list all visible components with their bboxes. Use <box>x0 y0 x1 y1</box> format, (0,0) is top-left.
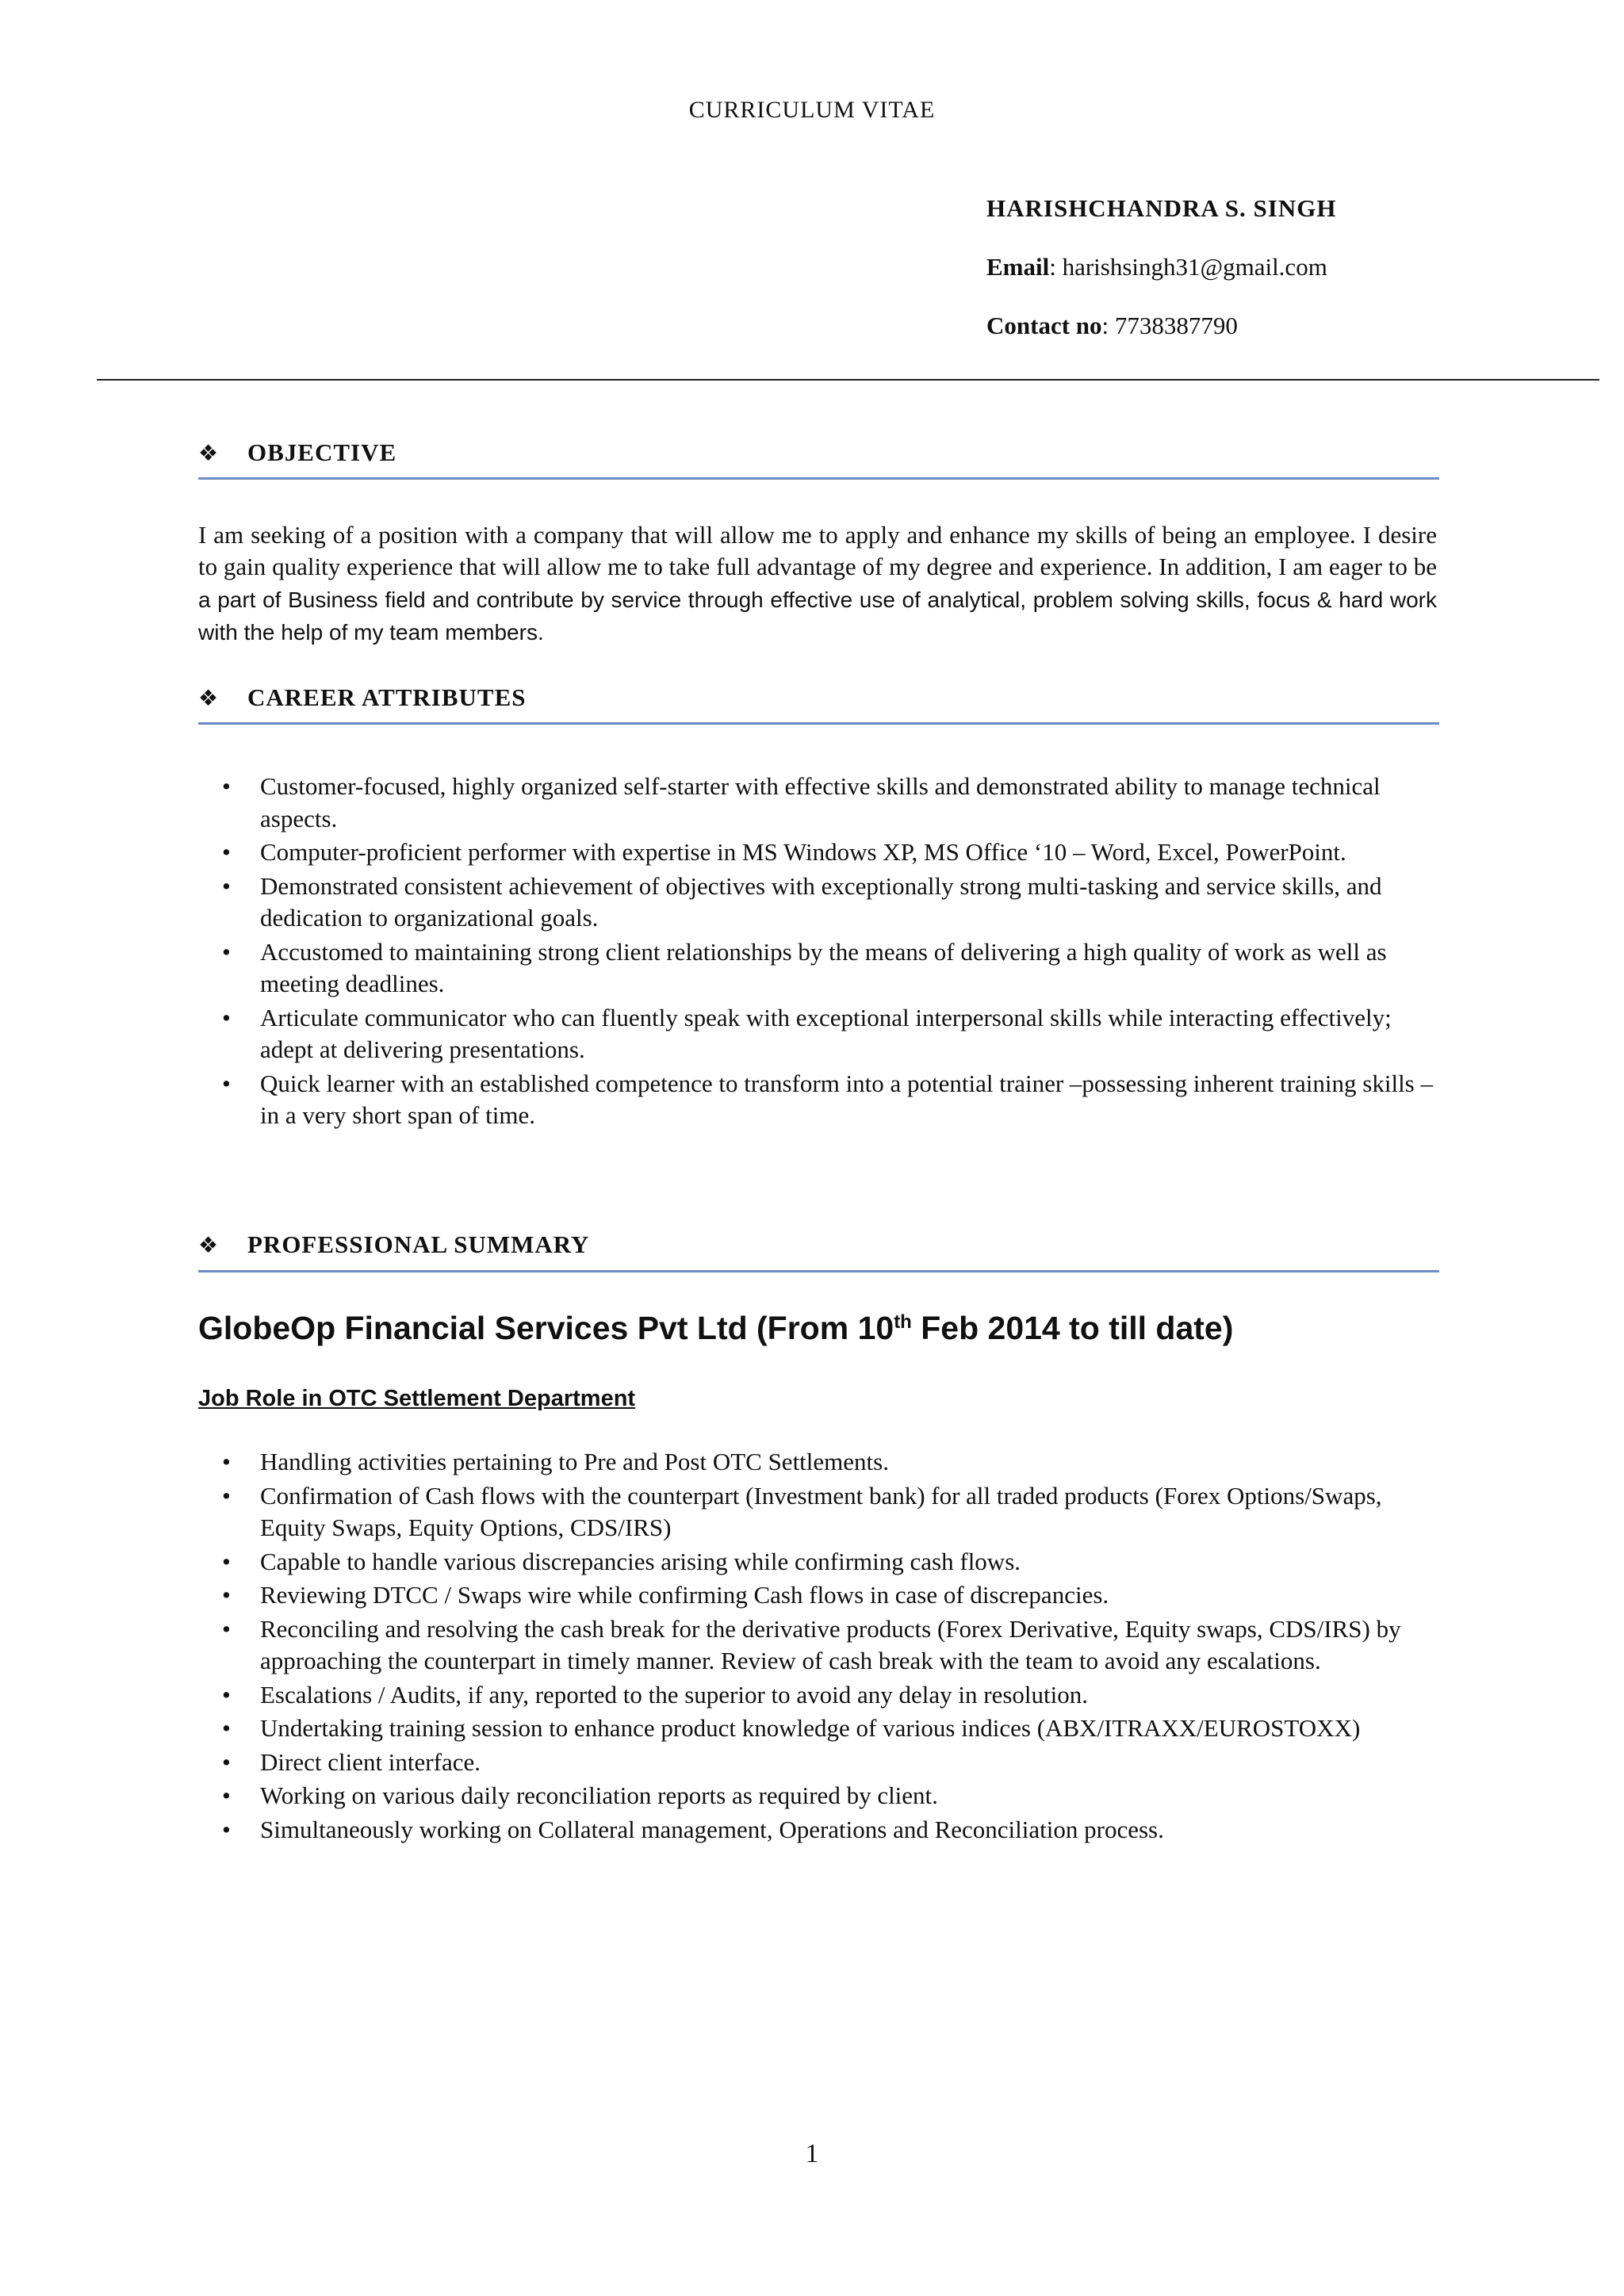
bullet-icon: • <box>222 1003 231 1031</box>
list-item: • Reconciling and resolving the cash break for the derivative products (Forex Derivative, Equity swaps, CDS/IRS) by approaching the counterpart in timely manner. Review of cash break with the team to avoid any escalations. <box>222 1614 1401 1674</box>
bullet-icon: • <box>222 1547 231 1575</box>
contact-line <box>986 312 1336 343</box>
header-divider <box>97 379 1599 381</box>
job-responsibilities-list <box>198 1446 1439 1847</box>
bullet-icon: • <box>222 1714 231 1742</box>
page-number: 1 <box>805 2139 819 2168</box>
section-underline <box>198 477 1439 480</box>
career-attributes-list <box>198 771 1439 1134</box>
bullet-icon: • <box>222 1481 231 1510</box>
list-item: • Undertaking training session to enhance product knowledge of various indices (ABX/ITRAXX/EUROSTOXX) <box>198 1712 1439 1745</box>
section-title: PROFESSIONAL SUMMARY <box>247 1230 590 1258</box>
bullet-icon: • <box>222 1747 231 1776</box>
employer-heading: GlobeOp Financial Services Pvt Ltd (From 10th Feb 2014 to till date) <box>198 1310 1234 1346</box>
bullet-icon: • <box>222 838 231 866</box>
section-heading-professional-summary <box>198 1230 1439 1259</box>
list-item: • Customer-focused, highly organized self-starter with effective skills and demonstrated ability to manage technical aspects. <box>222 772 1381 832</box>
section-heading-objective <box>198 438 1439 467</box>
candidate-name: HARISHCHANDRA S. SINGH <box>986 194 1337 222</box>
list-item: • Quick learner with an established competence to transform into a potential trainer –possessing inherent training skills – in a very short span of time. <box>222 1069 1433 1129</box>
objective-text: I am seeking of a position with a company that will allow me to apply and enhance my skills of being an employee. I desire to gain quality experience that will allow me to take full advantage of my degree and experience. In addition, I am eager to be <box>198 521 1437 580</box>
bullet-icon: • <box>222 871 231 900</box>
section-title: OBJECTIVE <box>247 438 397 466</box>
list-item: • Working on various daily reconciliation reports as required by client. <box>198 1780 1439 1812</box>
list-item: • Accustomed to maintaining strong client relationships by the means of delivering a high quality of work as well as meeting deadlines. <box>222 937 1387 997</box>
bullet-icon: • <box>222 772 231 800</box>
contact-label: Contact no <box>986 312 1102 339</box>
objective-paragraph <box>198 519 1437 649</box>
list-item: • Demonstrated consistent achievement of objectives with exceptionally strong multi-tasking and service skills, and dedication to organizational goals. <box>222 871 1382 932</box>
list-item: • Handling activities pertaining to Pre and Post OTC Settlements. <box>198 1446 1439 1479</box>
section-underline <box>198 1270 1439 1272</box>
list-item: • Confirmation of Cash flows with the counterpart (Investment bank) for all traded products (Forex Options/Swaps, Equity Swaps, Equity Options, CDS/IRS) <box>222 1481 1382 1541</box>
objective-text-continued: a part of Business field and contribute by service through effective use of analytical, problem solving skills, focus & hard work with the help of my team members. <box>198 587 1437 645</box>
list-item: • Direct client interface. <box>198 1747 1439 1779</box>
list-item: • Simultaneously working on Collateral management, Operations and Reconciliation process. <box>198 1814 1439 1846</box>
bullet-icon: • <box>222 1069 231 1097</box>
bullet-icon: • <box>222 1680 231 1709</box>
email-line <box>986 253 1336 285</box>
diamond-bullet-icon: ❖ <box>198 687 220 711</box>
bullet-icon: • <box>222 1581 231 1609</box>
bullet-icon: • <box>222 937 231 966</box>
list-item: • Articulate communicator who can fluently speak with exceptional interpersonal skills while interacting effectively; adept at delivering presentations. <box>222 1003 1392 1063</box>
bullet-icon: • <box>222 1781 231 1809</box>
list-item: • Escalations / Audits, if any, reported to the superior to avoid any delay in resolution. <box>198 1679 1439 1712</box>
list-item: • Capable to handle various discrepancies arising while confirming cash flows. <box>198 1546 1439 1578</box>
job-role-heading: Job Role in OTC Settlement Department <box>198 1386 636 1411</box>
bullet-icon: • <box>222 1448 231 1475</box>
document-title: CURRICULUM VITAE <box>688 97 936 123</box>
diamond-bullet-icon: ❖ <box>198 1234 220 1258</box>
section-underline <box>198 722 1439 725</box>
section-heading-career-attributes <box>198 683 1439 712</box>
bullet-icon: • <box>222 1815 231 1843</box>
list-item: • Computer-proficient performer with expertise in MS Windows XP, MS Office ‘10 – Word, Excel, PowerPoint. <box>198 836 1439 869</box>
section-title: CAREER ATTRIBUTES <box>247 683 527 711</box>
list-item: • Reviewing DTCC / Swaps wire while confirming Cash flows in case of discrepancies. <box>198 1579 1439 1612</box>
contact-value: : 7738387790 <box>1101 312 1238 339</box>
email-value: : harishsingh31@gmail.com <box>1049 253 1327 281</box>
bullet-icon: • <box>222 1614 231 1643</box>
email-label: Email <box>986 253 1050 281</box>
contact-header <box>986 194 1336 343</box>
diamond-bullet-icon: ❖ <box>198 442 220 466</box>
